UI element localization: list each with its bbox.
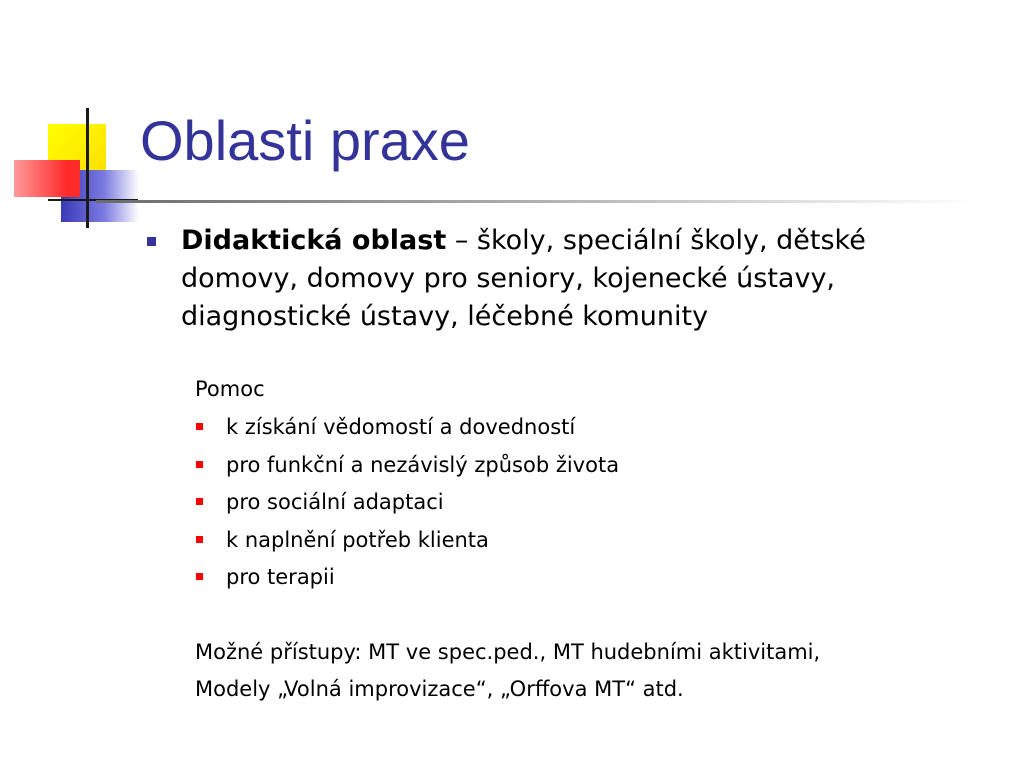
main-bullet-text — [181, 222, 981, 336]
sub-bullet-icon — [196, 498, 203, 505]
sub-bullet-icon — [196, 423, 203, 430]
sub-bullet-icon — [196, 573, 203, 580]
logo-red-square — [14, 160, 80, 197]
sub-list — [195, 412, 995, 600]
sub-heading: Pomoc — [195, 377, 265, 401]
sub-list-item — [195, 450, 995, 488]
sub-list-item — [195, 412, 995, 450]
sub-list-item — [195, 525, 995, 563]
main-bullet-body: – školy, speciální školy, dětské domovy, domovy pro seniory, kojenecké ústavy, diagnostické ústavy, léčebné komunity — [181, 225, 866, 332]
sub-list-item-text: k získání vědomostí a dovedností — [226, 415, 576, 439]
title-underline — [96, 200, 976, 203]
sub-list-item-text: pro terapii — [226, 565, 335, 589]
main-bullet-bold: Didaktická oblast — [181, 225, 447, 256]
sub-section — [195, 374, 995, 600]
slide-title: Oblasti praxe — [140, 109, 470, 172]
slide-logo — [0, 0, 140, 240]
main-bullet-icon — [147, 237, 156, 246]
sub-list-item — [195, 562, 995, 600]
sub-list-item — [195, 487, 995, 525]
sub-bullet-icon — [196, 536, 203, 543]
notes-line: Modely „Volná improvizace“, „Orffova MT“ atd. — [195, 677, 684, 701]
notes-block — [195, 637, 1015, 711]
sub-list-item-text: pro funkční a nezávislý způsob života — [226, 452, 620, 477]
sub-list-item-text: k naplnění potřeb klienta — [226, 527, 489, 552]
sub-list-item-text: pro sociální adaptaci — [226, 490, 444, 514]
notes-line: Možné přístupy: MT ve spec.ped., MT hudebními aktivitami, — [195, 640, 821, 664]
sub-bullet-icon — [196, 461, 203, 468]
logo-vertical-line — [86, 108, 89, 228]
